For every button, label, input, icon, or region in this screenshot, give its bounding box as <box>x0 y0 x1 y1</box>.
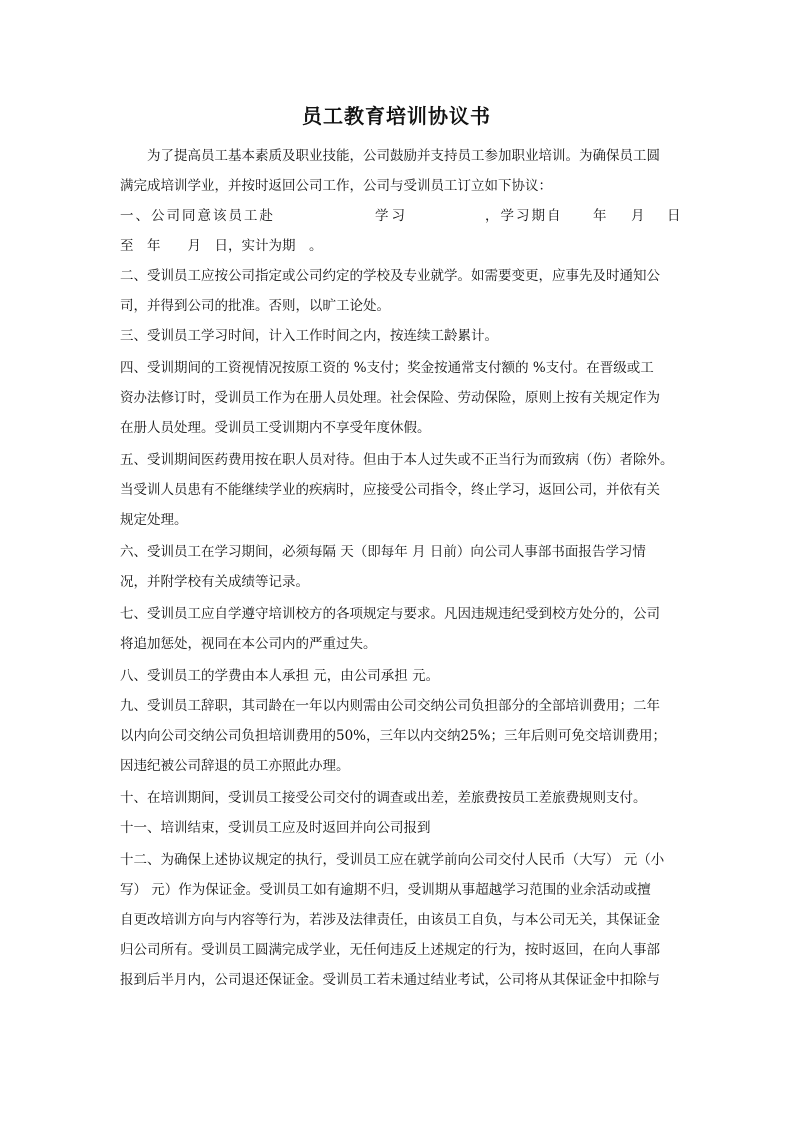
paragraph-line: 写） 元）作为保证金。受训员工如有逾期不归，受训期从事超越学习范围的业余活动或擅 <box>120 882 651 898</box>
clause-1-year: 年 <box>593 208 607 224</box>
paragraph-line: 自更改培训方向与内容等行为，若涉及法律责任，由该员工自负，与本公司无关，其保证金 <box>120 912 660 928</box>
paragraph-line: 三、受训员工学习时间，计入工作时间之内，按连续工龄累计。 <box>120 328 498 344</box>
paragraph-line: 十一、培训结束，受训员工应及时返回并向公司报到 <box>120 820 431 836</box>
paragraph-line: 况，并附学校有关成绩等记录。 <box>120 574 309 590</box>
paragraph-line: 四、受训期间的工资视情况按原工资的 %支付；奖金按通常支付额的 %支付。在晋级或工 <box>120 360 654 376</box>
paragraph-line: 司，并得到公司的批准。否则，以旷工论处。 <box>120 298 390 314</box>
clause-1-study: 学习 <box>375 208 408 224</box>
paragraph-line: 十、在培训期间，受训员工接受公司交付的调查或出差，差旅费按员工差旅费规则支付。 <box>120 790 647 806</box>
paragraph-line: 九、受训员工辞职，其司龄在一年以内则需由公司交纳公司负担部分的全部培训费用；二年 <box>120 698 660 714</box>
paragraph-line: 二、受训员工应按公司指定或公司约定的学校及专业就学。如需要变更，应事先及时通知公 <box>120 268 660 284</box>
clause-1-period: ，学习期自 <box>485 208 563 224</box>
paragraph-line: 在册人员处理。受训员工受训期内不享受年度休假。 <box>120 420 431 436</box>
paragraph-line: 满完成培训学业，并按时返回公司工作，公司与受训员工订立如下协议： <box>120 178 552 194</box>
paragraph-line: 因违纪被公司辞退的员工亦照此办理。 <box>120 758 350 774</box>
paragraph-line: 十二、为确保上述协议规定的执行，受训员工应在就学前向公司交付人民币（大写） 元（小 <box>120 852 665 868</box>
clause-1-intro: 一、公司同意该员工赴 <box>120 208 275 224</box>
paragraph-line: 报到后半月内，公司退还保证金。受训员工若未通过结业考试，公司将从其保证金中扣除与 <box>120 972 660 988</box>
paragraph-line: 八、受训员工的学费由本人承担 元，由公司承担 元。 <box>120 668 440 684</box>
paragraph-line: 规定处理。 <box>120 512 188 528</box>
paragraph-line: 当受训人员患有不能继续学业的疾病时，应接受公司指令，终止学习，返回公司，并依有关 <box>120 482 660 498</box>
paragraph-line: 为了提高员工基本素质及职业技能，公司鼓励并支持员工参加职业培训。为确保员工圆 <box>147 148 660 164</box>
paragraph-line: 资办法修订时，受训员工作为在册人员处理。社会保险、劳动保险，原则上按有关规定作为 <box>120 390 660 406</box>
paragraph-line: 以内向公司交纳公司负担培训费用的50%，三年以内交纳25%；三年后则可免交培训费用； <box>120 728 667 744</box>
paragraph-line: 五、受训期间医药费用按在职人员对待。但由于本人过失或不正当行为而致病（伤）者除外。 <box>120 452 674 468</box>
paragraph-line: 六、受训员工在学习期间，必须每隔 天（即每年 月 日前）向公司人事部书面报告学习情 <box>120 544 646 560</box>
paragraph-line: 将追加惩处，视同在本公司内的严重过失。 <box>120 636 377 652</box>
clause-1-day: 日 <box>667 208 681 224</box>
document-title: 员工教育培训协议书 <box>302 104 491 128</box>
paragraph-line: 七、受训员工应自学遵守培训校方的各项规定与要求。凡因违规违纪受到校方处分的，公司 <box>120 606 660 622</box>
paragraph-line: 归公司所有。受训员工圆满完成学业，无任何违反上述规定的行为，按时返回，在向人事部 <box>120 942 660 958</box>
paragraph-line: 至 年 月 日，实计为期 。 <box>120 238 323 254</box>
clause-1-month: 月 <box>631 208 645 224</box>
